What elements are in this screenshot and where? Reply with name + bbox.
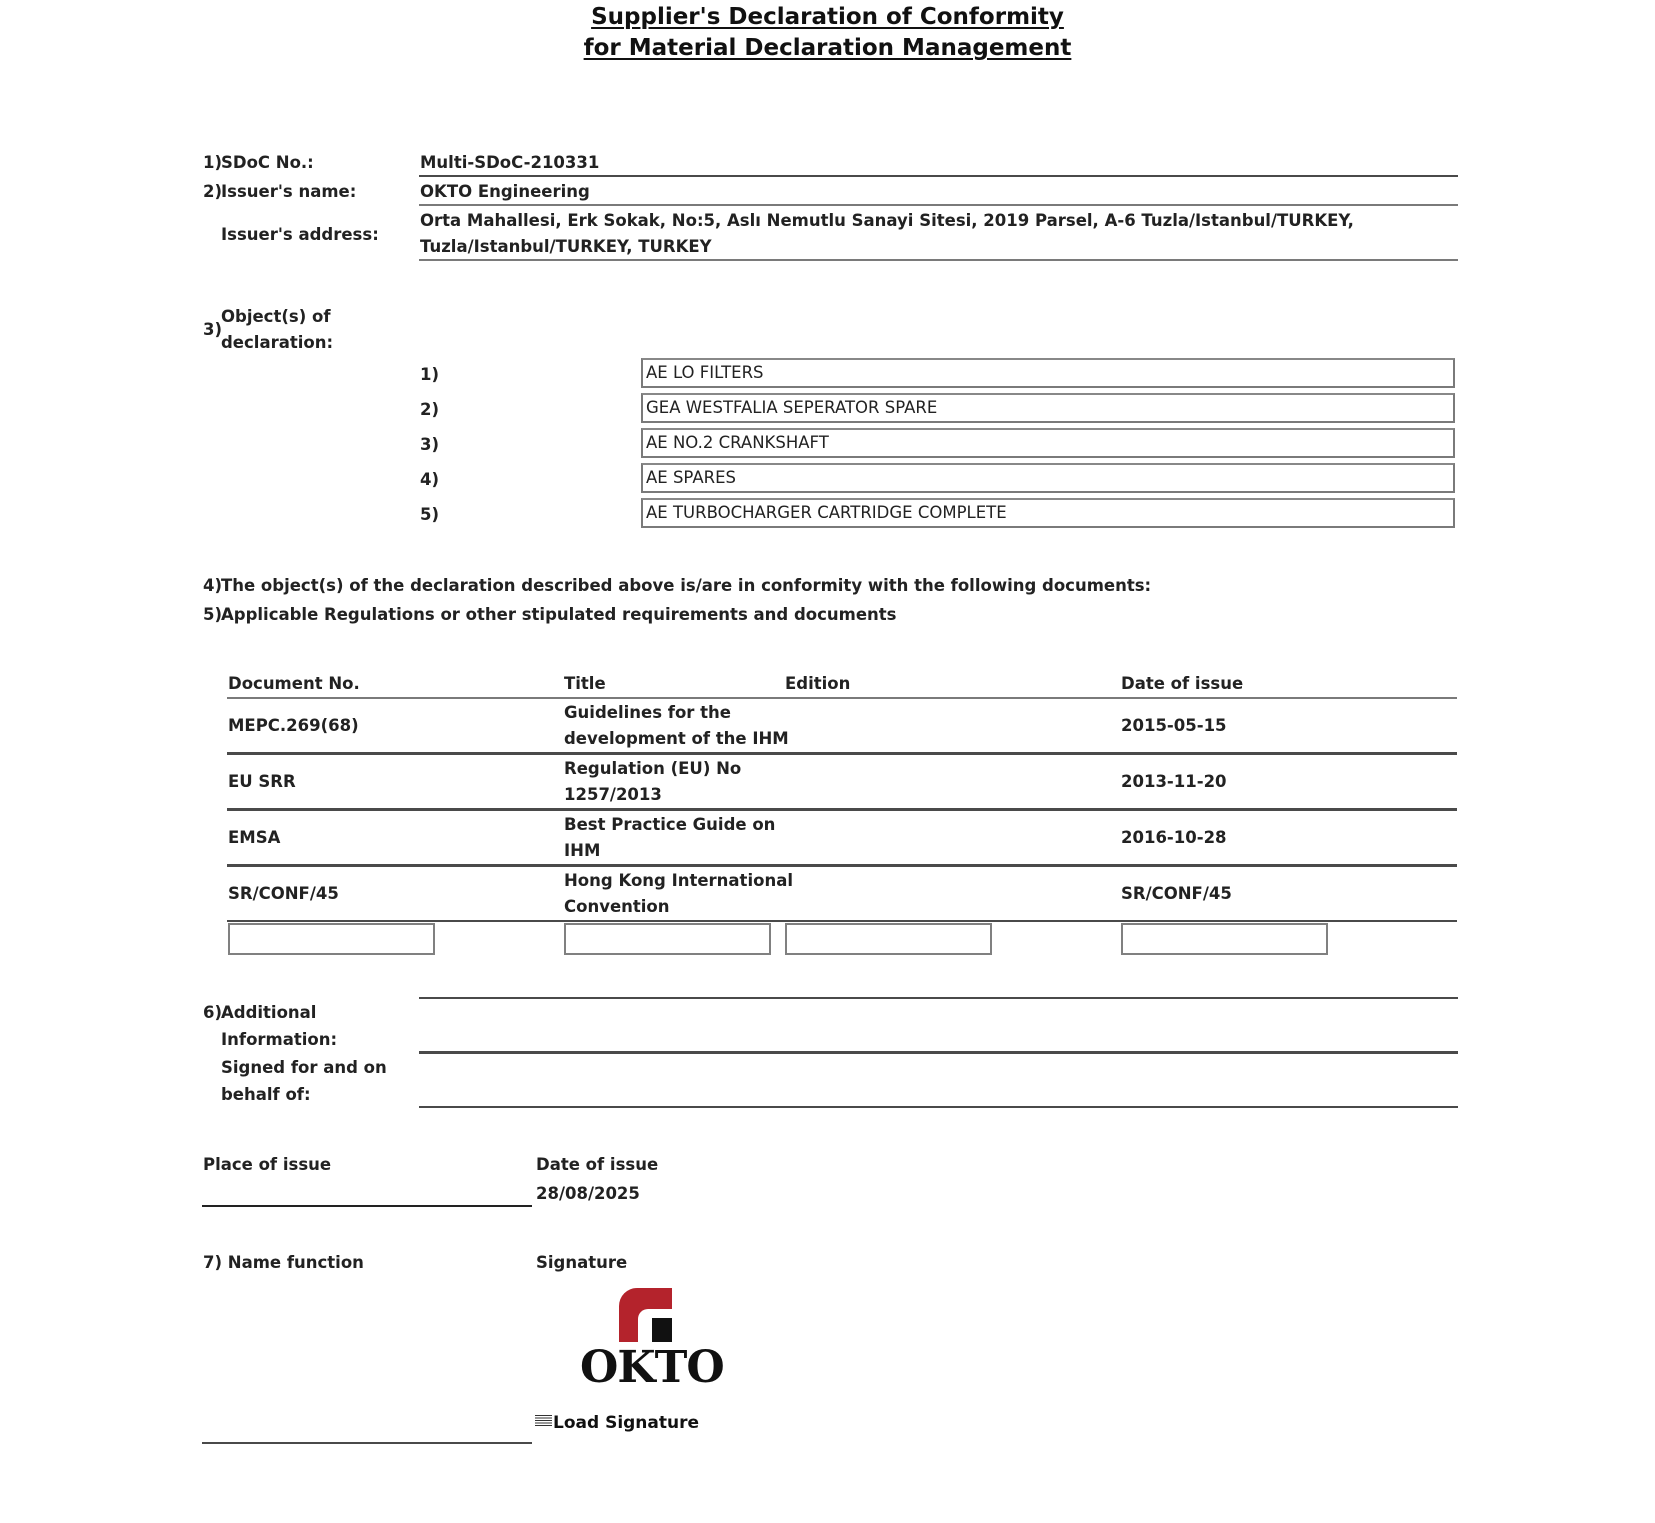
table-header-rule (227, 697, 1457, 699)
place-of-issue-rule (202, 1205, 532, 1207)
additional-info-label-line-1: Additional (221, 1003, 317, 1022)
row-1-title (564, 700, 789, 752)
row-2-doc-no: EU SRR (228, 772, 296, 791)
object-index-2: 2) (420, 400, 440, 419)
conformity-statement: The object(s) of the declaration described above is/are in conformity with the following documents: (221, 576, 1152, 595)
row-2-title-line-1: Regulation (EU) No (564, 759, 742, 778)
row-2-date: 2013-11-20 (1121, 772, 1227, 791)
row-4-title (564, 868, 793, 920)
header-date-of-issue: Date of issue (1121, 674, 1244, 693)
row-2-title-line-2: 1257/2013 (564, 785, 662, 804)
object-index-3: 3) (420, 435, 440, 454)
new-title-input[interactable] (564, 923, 771, 955)
section-6-number: 6) (203, 1003, 223, 1022)
issuer-address-line-1: Orta Mahallesi, Erk Sokak, No:5, Aslı Nemutlu Sanayi Sitesi, 2019 Parsel, A-6 Tuzla/Istanbul/TURKEY, (420, 211, 1354, 230)
issuer-name-underline (419, 204, 1458, 206)
issuer-address-field[interactable] (420, 208, 1354, 260)
menu-lines-icon (535, 1415, 552, 1426)
header-edition: Edition (785, 674, 851, 693)
row-4-rule (227, 920, 1457, 922)
objects-label (221, 304, 333, 356)
sdoc-no-field[interactable]: Multi-SDoC-210331 (420, 153, 600, 172)
date-of-issue-value[interactable]: 28/08/2025 (536, 1184, 640, 1203)
row-1-title-line-2: development of the IHM (564, 729, 789, 748)
additional-info-label-line-2: Information: (221, 1030, 338, 1049)
additional-info-top-rule (419, 997, 1458, 999)
section-3-number: 3) (203, 320, 223, 339)
row-3-doc-no: EMSA (228, 828, 281, 847)
header-title: Title (564, 674, 606, 693)
row-3-title-line-2: IHM (564, 841, 601, 860)
section-2-number: 2) (203, 182, 223, 201)
place-of-issue-field[interactable] (203, 1180, 532, 1204)
row-1-rule (227, 752, 1457, 755)
title-line-2: for Material Declaration Management (583, 35, 1072, 61)
sdoc-no-label: SDoC No.: (221, 153, 314, 172)
row-1-doc-no: MEPC.269(68) (228, 716, 359, 735)
new-date-input[interactable] (1121, 923, 1328, 955)
row-1-date: 2015-05-15 (1121, 716, 1227, 735)
row-1-title-line-1: Guidelines for the (564, 703, 731, 722)
row-3-title (564, 812, 775, 864)
issuer-address-line-2: Tuzla/Istanbul/TURKEY, TURKEY (420, 237, 712, 256)
row-4-title-line-2: Convention (564, 897, 670, 916)
okto-logo-text: OKTO (580, 1342, 724, 1393)
signed-behalf-rule (419, 1106, 1458, 1108)
object-index-1: 1) (420, 365, 440, 384)
signed-behalf-label (221, 1055, 387, 1108)
name-function-rule (202, 1442, 532, 1444)
section-1-number: 1) (203, 153, 223, 172)
name-function-label: 7) Name function (203, 1253, 364, 1272)
load-signature-label: Load Signature (553, 1413, 700, 1433)
signature-label: Signature (536, 1253, 628, 1272)
issuer-address-underline (419, 259, 1458, 261)
date-of-issue-label: Date of issue (536, 1155, 659, 1174)
signed-behalf-label-line-2: behalf of: (221, 1085, 311, 1104)
okto-logo-square (652, 1318, 672, 1342)
issuer-address-label: Issuer's address: (221, 225, 379, 244)
objects-label-line-2: declaration: (221, 333, 334, 352)
new-doc-no-input[interactable] (228, 923, 435, 955)
object-input-3[interactable]: AE NO.2 CRANKSHAFT (641, 428, 1455, 458)
row-3-rule (227, 864, 1457, 867)
load-signature-button[interactable] (535, 1410, 699, 1436)
additional-info-field[interactable] (420, 1010, 1459, 1050)
row-2-title (564, 756, 741, 808)
row-3-date: 2016-10-28 (1121, 828, 1227, 847)
sdoc-no-underline (419, 175, 1458, 177)
object-index-5: 5) (420, 505, 440, 524)
row-4-title-line-1: Hong Kong International (564, 871, 793, 890)
object-input-4[interactable]: AE SPARES (641, 463, 1455, 493)
page-title (0, 2, 1655, 64)
issuer-name-label: Issuer's name: (221, 182, 357, 201)
header-document-no: Document No. (228, 674, 360, 693)
regulations-heading: Applicable Regulations or other stipulated requirements and documents (221, 605, 897, 624)
object-input-2[interactable]: GEA WESTFALIA SEPERATOR SPARE (641, 393, 1455, 423)
objects-label-line-1: Object(s) of (221, 307, 331, 326)
issuer-name-field[interactable]: OKTO Engineering (420, 182, 590, 201)
signed-behalf-field[interactable] (420, 1062, 1459, 1102)
object-index-4: 4) (420, 470, 440, 489)
name-function-field[interactable] (203, 1400, 532, 1424)
additional-info-bottom-rule (419, 1051, 1458, 1054)
row-4-date: SR/CONF/45 (1121, 884, 1232, 903)
place-of-issue-label: Place of issue (203, 1155, 332, 1174)
object-input-5[interactable]: AE TURBOCHARGER CARTRIDGE COMPLETE (641, 498, 1455, 528)
signed-behalf-label-line-1: Signed for and on (221, 1058, 387, 1077)
row-4-doc-no: SR/CONF/45 (228, 884, 339, 903)
additional-info-label (221, 1000, 337, 1053)
row-2-rule (227, 808, 1457, 811)
row-3-title-line-1: Best Practice Guide on (564, 815, 776, 834)
title-line-1: Supplier's Declaration of Conformity (591, 4, 1064, 30)
new-edition-input[interactable] (785, 923, 992, 955)
section-4-number: 4) (203, 576, 223, 595)
section-5-number: 5) (203, 605, 223, 624)
object-input-1[interactable]: AE LO FILTERS (641, 358, 1455, 388)
